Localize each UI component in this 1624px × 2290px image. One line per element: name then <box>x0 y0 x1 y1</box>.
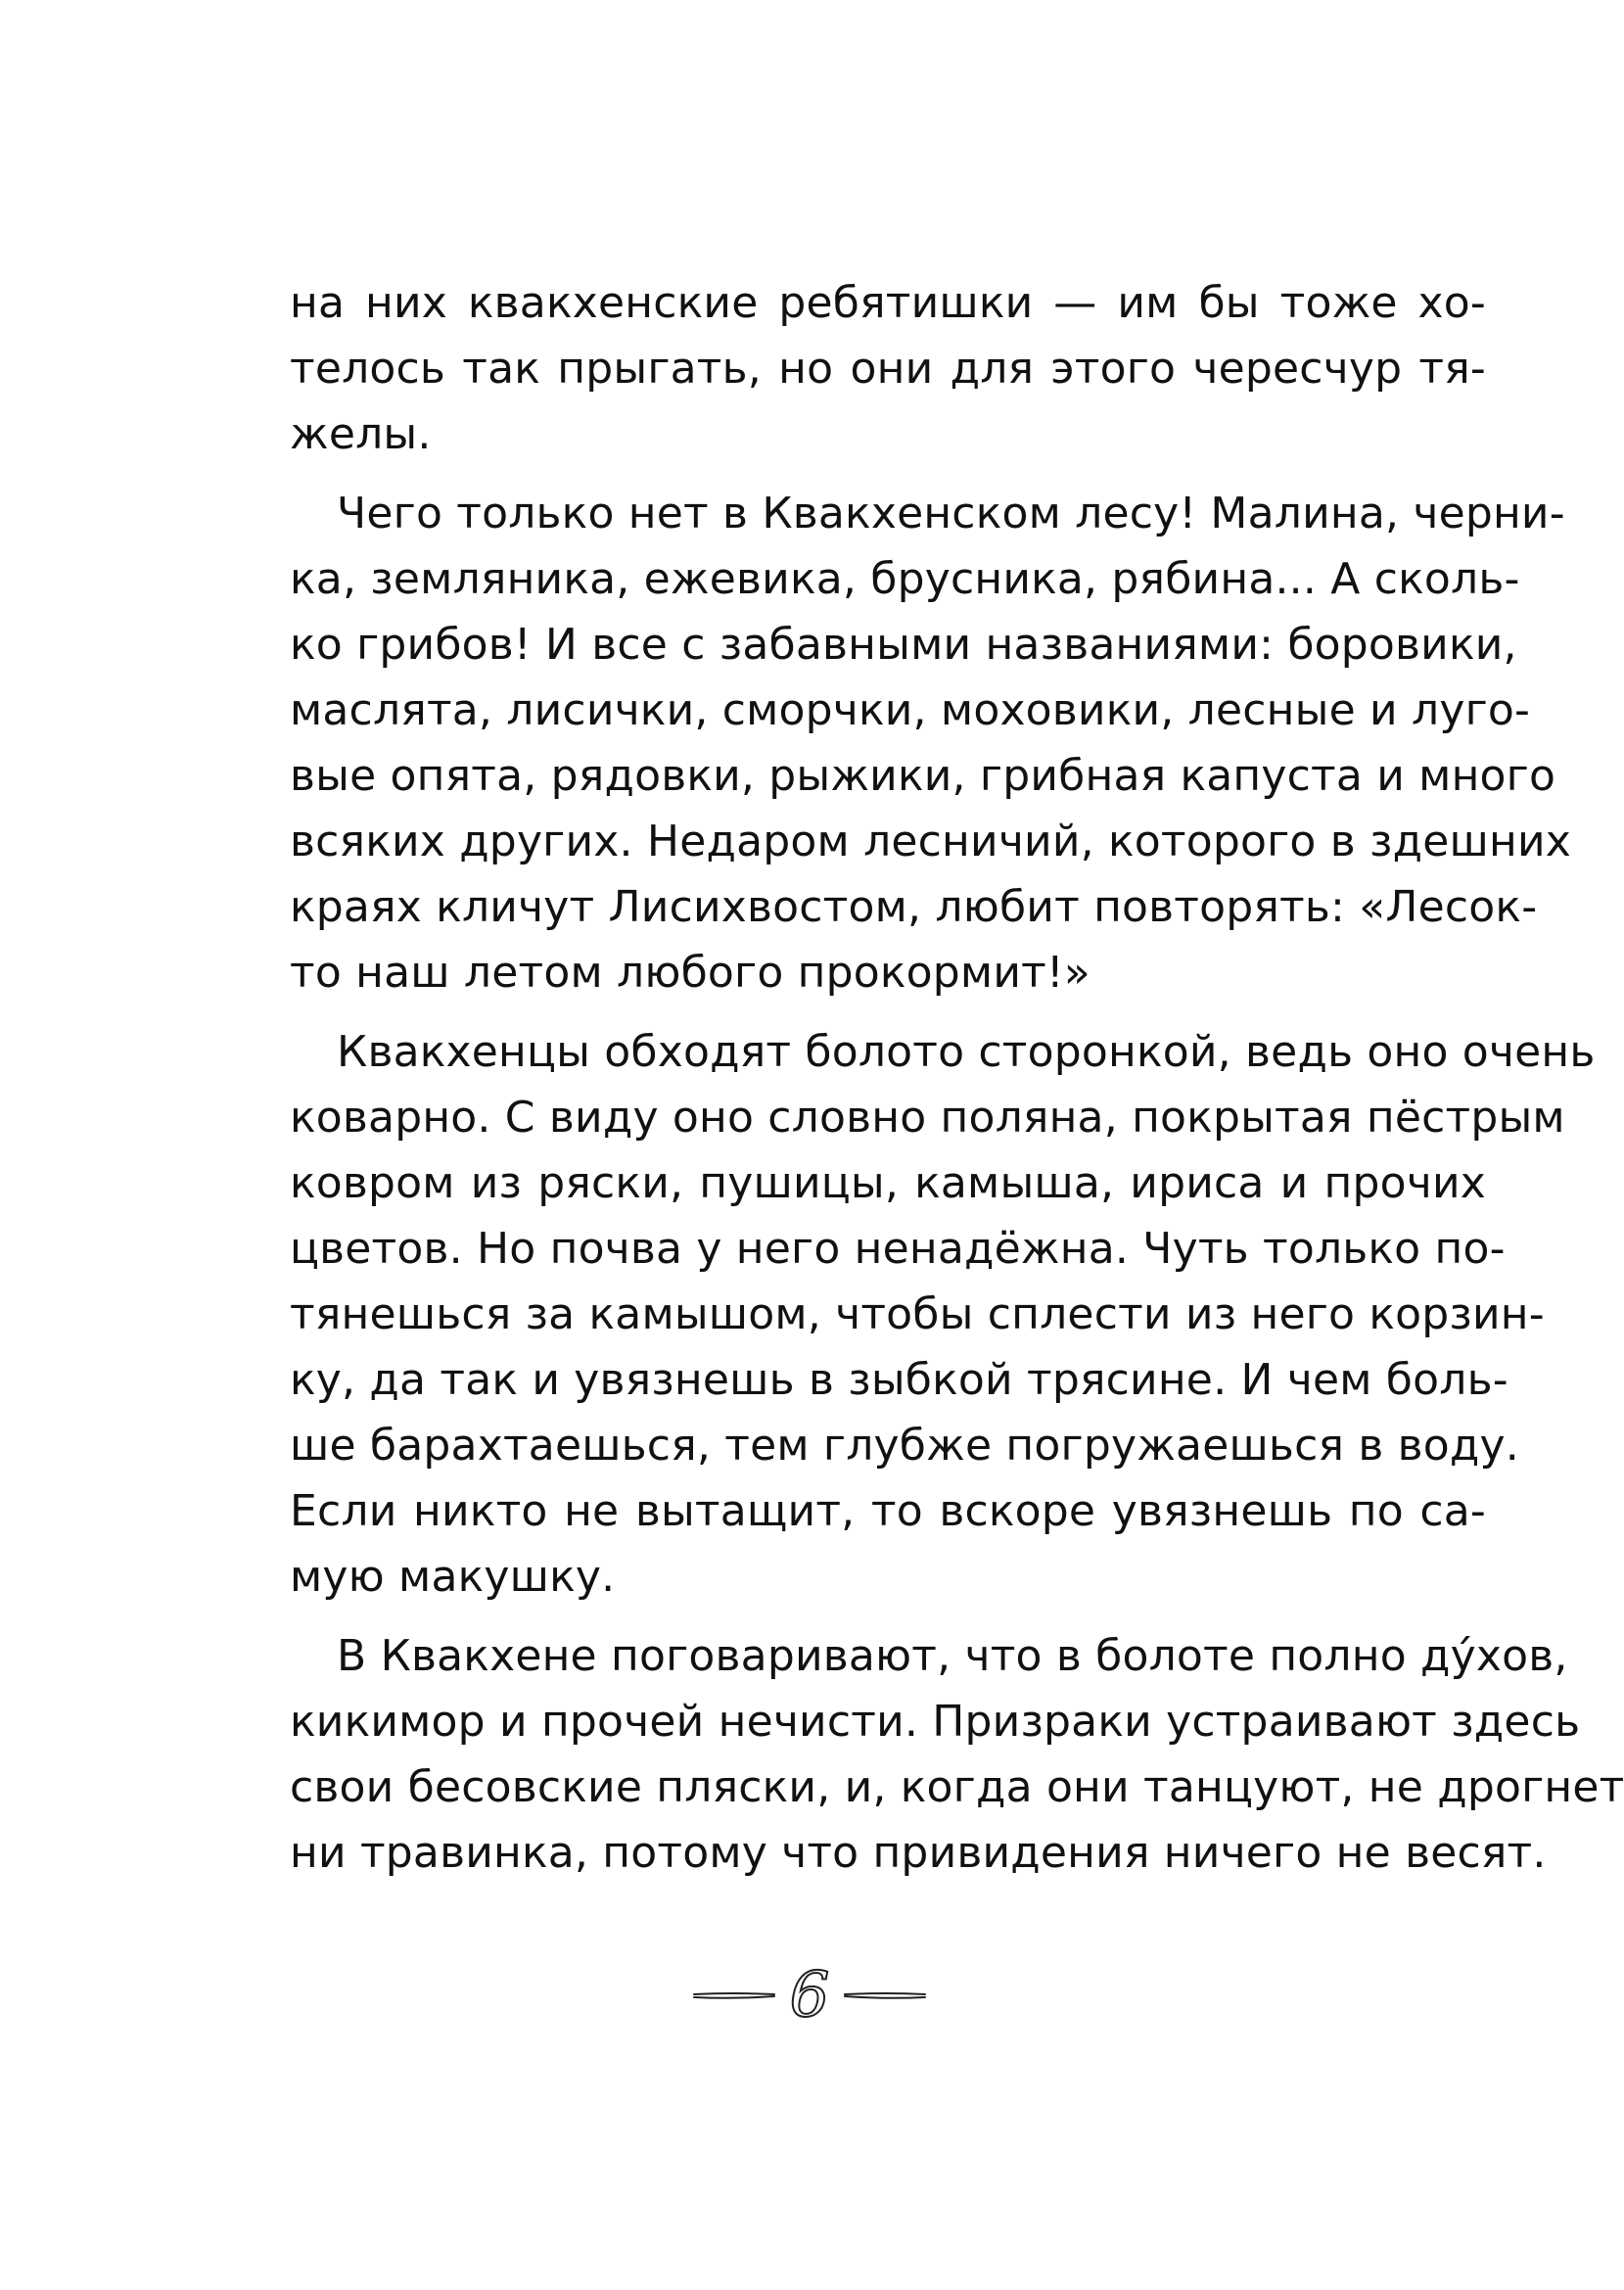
text-line: тянешься за камышом, чтобы сплести из него корзин- <box>290 1289 1545 1339</box>
text-line: ни травинка, потому что привидения ничего не весят. <box>290 1828 1547 1878</box>
text-line: ка, земляника, ежевика, брусника, рябина... А сколь- <box>290 554 1520 604</box>
text-line: вые опята, рядовки, рыжики, грибная капуста и много <box>290 751 1556 801</box>
paragraph-1 <box>290 270 1486 467</box>
body-text <box>290 270 1624 1899</box>
text-line: краях кличут Лисихвостом, любит повторять: «Лесок- <box>290 882 1538 932</box>
text-line: на них квакхенские ребятишки — им бы тоже хо- <box>290 278 1486 328</box>
text-line: В Квакхене поговаривают, что в болоте полно ду́хов, <box>337 1631 1568 1681</box>
text-line: Если никто не вытащит, то вскоре увязнешь по са- <box>290 1486 1486 1536</box>
text-line: ко грибов! И все с забавными названиями: боровики, <box>290 620 1517 670</box>
text-line: ку, да так и увязнешь в зыбкой трясине. И чем боль- <box>290 1355 1508 1405</box>
text-line: маслята, лисички, сморчки, моховики, лесные и луго- <box>290 685 1531 735</box>
text-line: телось так прыгать, но они для этого чересчур тя- <box>290 344 1486 394</box>
page-number <box>692 1959 928 2032</box>
paragraph-4 <box>290 1623 1624 1886</box>
text-line: желы. <box>290 409 432 459</box>
page-footer <box>0 1956 1619 2034</box>
left-ornament-icon <box>692 1990 776 2000</box>
text-line: то наш летом любого прокормит!» <box>290 948 1090 998</box>
text-line: Чего только нет в Квакхенском лесу! Малина, черни- <box>337 489 1565 538</box>
text-line: мую макушку. <box>290 1552 616 1602</box>
text-line: кикимор и прочей нечисти. Призраки устраивают здесь <box>290 1697 1581 1747</box>
page-number-text: 6 <box>789 1959 830 2032</box>
text-line: всяких других. Недаром лесничий, которого в здешних <box>290 817 1571 866</box>
text-line: цветов. Но почва у него ненадёжна. Чуть только по- <box>290 1224 1506 1274</box>
right-ornament-icon <box>843 1990 927 2000</box>
text-line: ше барахтаешься, тем глубже погружаешься в воду. <box>290 1421 1519 1471</box>
text-line: ковром из ряски, пушицы, камыша, ириса и прочих <box>290 1158 1486 1208</box>
text-line: коварно. С виду оно словно поляна, покрытая пёстрым <box>290 1093 1565 1143</box>
text-line: свои бесовские пляски, и, когда они танцуют, не дрогнет <box>290 1762 1624 1812</box>
paragraph-2 <box>290 481 1571 1005</box>
text-line: Квакхенцы обходят болото сторонкой, ведь оно очень <box>337 1027 1596 1077</box>
paragraph-3 <box>290 1019 1596 1610</box>
